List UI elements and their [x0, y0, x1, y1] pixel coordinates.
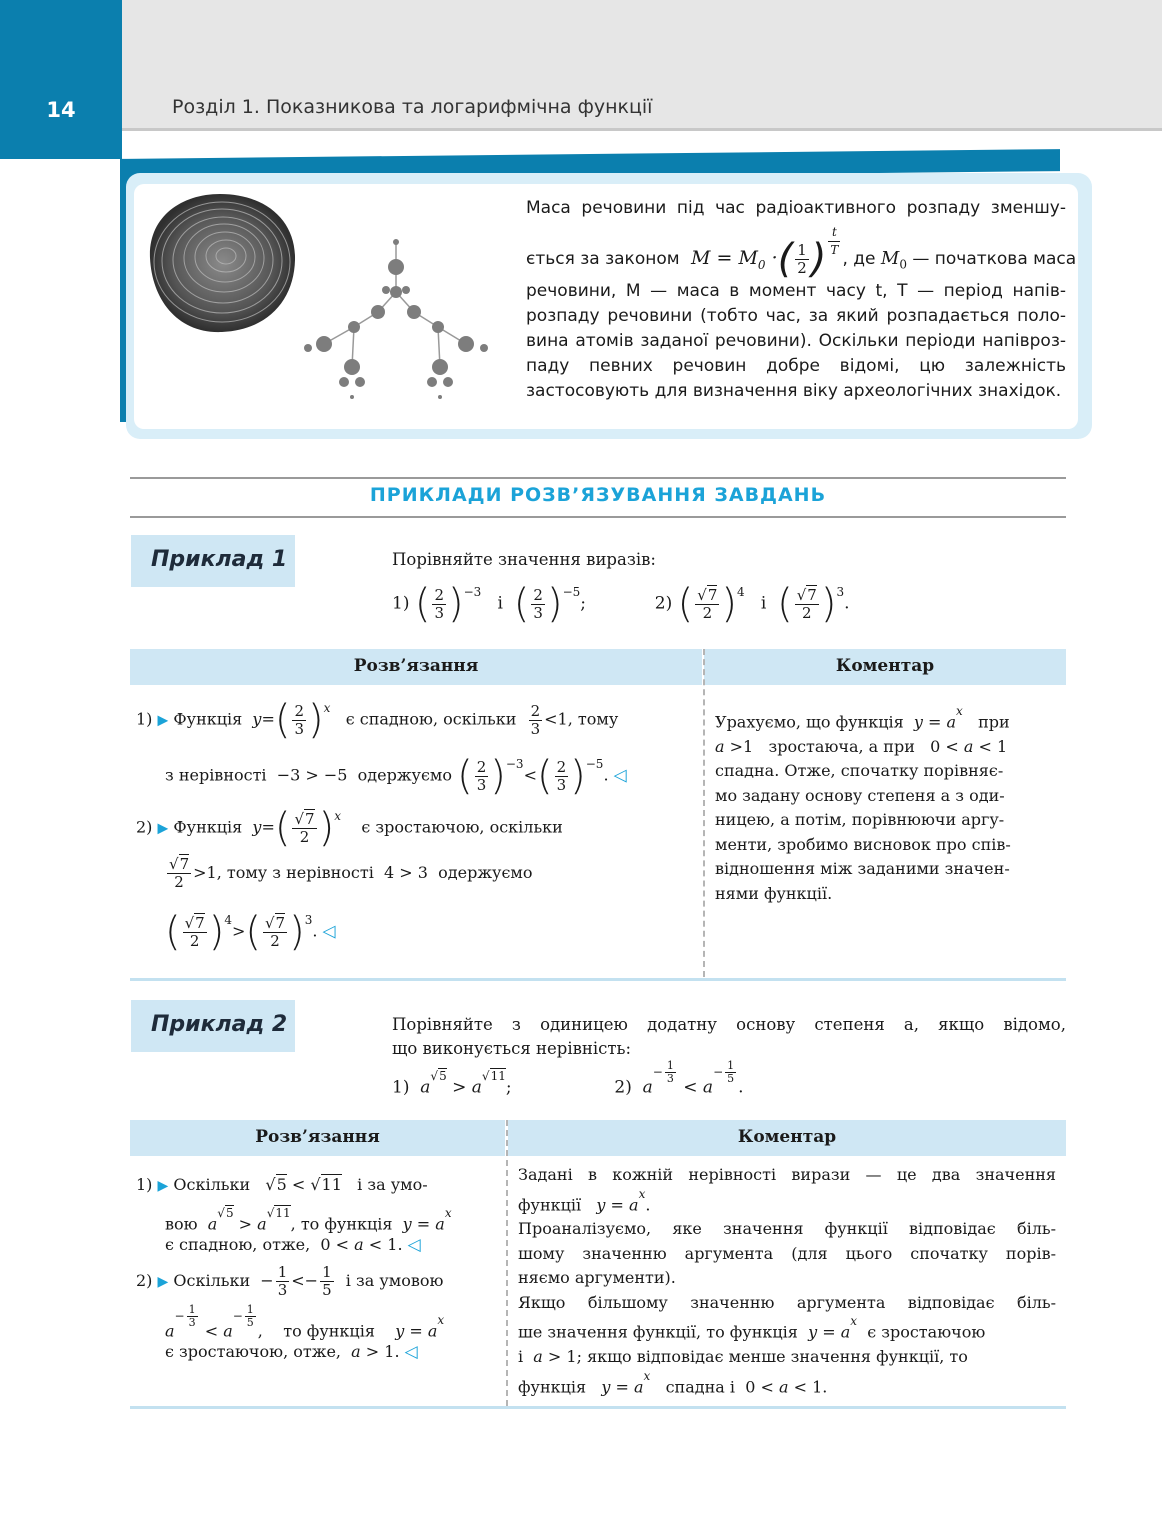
intro-line: Маса речовини під час радіоактивного розпаду зменшу-: [526, 198, 1066, 218]
example-2-solution-part-1b: вою $a^{√5} > a^{√11}$, то функція $y = a^x$: [165, 1206, 452, 1234]
intro-text: [526, 196, 1077, 404]
example-2-task-line-2: що виконується нерівність:: [392, 1039, 632, 1058]
example-2-comment: Задані в кожній нерівності вирази — це два значення функції $y = a^x$. Проаналізуємо, яке значення функції відповідає біль- шому значенню аргумента (для цього спочатку порів- няємо аргументи). Якщо більшому значенню аргумента відповідає біль- ше значення функції, то функція $y = a^x$ є зростаючою і a > 1; якщо відповідає менше значення функції, то функція $y = a^x$ спадна і 0 < a < 1.: [518, 1165, 1056, 1396]
example-2-solution-header: Розв’язання: [130, 1120, 505, 1156]
example-2-inequalities: 1) $a^{√5} > a^{√11}$; 2) $a^{- \frac{1}{3}}$ < $a^{- \frac{1}{5}}$ .: [392, 1059, 744, 1098]
end-of-solution-icon: ◁: [322, 921, 336, 942]
example-1-task: Порівняйте значення виразів:: [392, 550, 656, 569]
example-1-comment-header: Коментар: [704, 649, 1066, 685]
example-1-solution-part-2c: ( $\frac{√7}{2}$ )$^4$>( $\frac{√7}{2}$ )$^3$. ◁: [165, 909, 336, 955]
example-1-label: Приклад 1: [131, 535, 295, 587]
example-2-solution-part-2c: є зростаючою, отже, a > 1. ◁: [165, 1342, 418, 1362]
example-1-solution-part-1b: з нерівності −3 > −5 одержуємо ( $\frac{2}{3}$ )$^{-3}$<( $\frac{2}{3}$ )$^{-5}$. ◁: [165, 753, 627, 799]
example-2-label: Приклад 2: [131, 1000, 295, 1052]
end-of-solution-icon: ◁: [407, 1235, 421, 1255]
intro-line: розпаду речовини (тобто час, за який розпадається поло-: [526, 306, 1066, 326]
intro-line: застосовують для визначення віку археологічних знахідок.: [526, 381, 1062, 401]
step-marker-icon: ▶: [157, 712, 169, 729]
molecule-illustration: [290, 232, 510, 407]
page-number: 14: [46, 98, 76, 122]
end-of-solution-icon: ◁: [404, 1342, 418, 1362]
example-2-solution-part-1c: є спадною, отже, 0 < a < 1. ◁: [165, 1235, 421, 1255]
step-marker-icon: ▶: [157, 1178, 169, 1194]
intro-line: ється за законом: [526, 249, 680, 269]
running-title: Розділ 1. Показникова та логарифмічна функції: [172, 96, 653, 118]
decay-formula: $M = M_0$ ·( $\frac{1}{2}$ ) $\frac{t}{T}$: [684, 224, 839, 282]
intro-line: речовини, M — маса в момент часу t, T — період напів-: [526, 281, 1066, 301]
example-1-expressions: 1) ( $\frac{2}{3}$ )$^{-3}$ і ( $\frac{2}{3}$ )$^{-5}$; 2) ( $\frac{√7}{2}$ )$^4$ і ( $\frac{√7}{2}$ )$^3$.: [392, 581, 850, 627]
example-2-solution-part-2: 2) ▶ Оскільки − $\frac{1}{3}$ <− $\frac{1}{5}$ і за умовою: [136, 1263, 444, 1299]
example-2-comment-header: Коментар: [508, 1120, 1066, 1156]
example-2-solution-part-2b: $a^{- \frac{1}{3}}$ < $a^{- \frac{1}{5}}$ , то функція $y = a^x$: [165, 1303, 445, 1341]
example-1-solution-part-2: 2) ▶ Функція y=( $\frac{√7}{2}$ )$^x$ є зростаючою, оскільки: [136, 805, 563, 851]
example-2-divider: [506, 1120, 508, 1406]
step-marker-icon: ▶: [157, 820, 169, 837]
intro-line: — початкова маса: [912, 249, 1077, 269]
example-1-comment: Урахуємо, що функція $y = a^x$ при a >1 зростаюча, а при 0 < a < 1 спадна. Отже, спочатку порівняє- мо задану основу степеня a з оди- ницею, а потім, порівнюючи аргу- менти, зробимо висновок про спів- відношення між заданими значен- нями функції.: [715, 704, 1011, 903]
example-1-divider: [703, 649, 705, 977]
page-tab: [0, 0, 122, 159]
example-2-task-line-1: Порівняйте з одиницею додатну основу степеня a, якщо відомо,: [392, 1015, 1066, 1034]
end-of-solution-icon: ◁: [613, 765, 627, 786]
intro-line: паду певних речовин добре відомі, цю залежність: [526, 356, 1066, 376]
m0-symbol: $M_0$: [880, 248, 907, 272]
example-1-solution-header: Розв’язання: [130, 649, 702, 685]
intro-line: вина атомів заданої речовини). Оскільки періоди напівроз-: [526, 331, 1066, 351]
section-title: ПРИКЛАДИ РОЗВ’ЯЗУВАННЯ ЗАВДАНЬ: [369, 484, 827, 506]
section-rule-bottom: [130, 516, 1066, 518]
intro-formula-line: [526, 224, 1077, 282]
section-rule-top: [130, 477, 1066, 479]
example-2-solution-part-1: 1) ▶ Оскільки √5 < √11 і за умо-: [136, 1175, 428, 1194]
step-marker-icon: ▶: [157, 1274, 169, 1290]
tree-rings-illustration: [140, 188, 300, 338]
example-1-solution-part-2b: $\frac{√7}{2}$ >1, тому з нерівності 4 > 3 одержуємо: [169, 855, 533, 891]
header-rule: [122, 128, 1162, 131]
intro-line: , де: [842, 249, 876, 269]
example-2-bottom-rule: [130, 1406, 1066, 1409]
example-1-solution-part-1: 1) ▶ Функція y=( $\frac{2}{3}$ )$^x$ є спадною, оскільки $\frac{2}{3}$ <1, тому: [136, 697, 619, 743]
example-1-bottom-rule: [130, 978, 1066, 981]
